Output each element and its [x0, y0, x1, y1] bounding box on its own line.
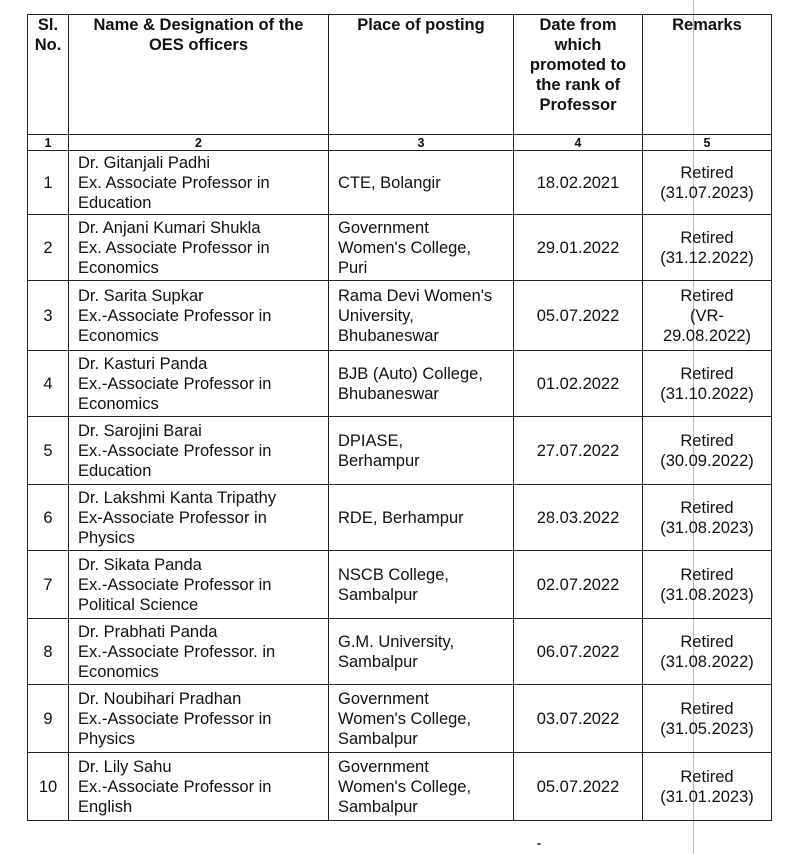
officer-row — [28, 351, 772, 417]
header-row — [28, 15, 772, 135]
place-of-posting: Government Women's College, Puri — [329, 215, 514, 281]
serial-number: 2 — [28, 215, 69, 281]
column-number: 5 — [643, 135, 772, 151]
promotion-date: 03.07.2022 — [514, 685, 643, 753]
header-name-designation: Name & Designation of the OES officers — [69, 15, 329, 135]
remarks: Retired (VR- 29.08.2022) — [643, 281, 772, 351]
officer-name-designation: Dr. Kasturi Panda Ex.-Associate Professor in Economics — [69, 351, 329, 417]
officer-row — [28, 417, 772, 485]
officer-row — [28, 551, 772, 619]
serial-number: 5 — [28, 417, 69, 485]
promotion-date: 05.07.2022 — [514, 753, 643, 821]
officer-row — [28, 619, 772, 685]
officer-name-designation: Dr. Lakshmi Kanta Tripathy Ex-Associate Professor in Physics — [69, 485, 329, 551]
serial-number: 9 — [28, 685, 69, 753]
remarks: Retired (31.10.2022) — [643, 351, 772, 417]
column-number: 2 — [69, 135, 329, 151]
promotion-date: 02.07.2022 — [514, 551, 643, 619]
officer-name-designation: Dr. Noubihari Pradhan Ex.-Associate Professor in Physics — [69, 685, 329, 753]
place-of-posting: CTE, Bolangir — [329, 151, 514, 215]
promotion-date: 06.07.2022 — [514, 619, 643, 685]
serial-number: 1 — [28, 151, 69, 215]
serial-number: 6 — [28, 485, 69, 551]
promotion-date: 28.03.2022 — [514, 485, 643, 551]
place-of-posting: RDE, Berhampur — [329, 485, 514, 551]
header-sl-no: Sl. No. — [28, 15, 69, 135]
officer-name-designation: Dr. Gitanjali Padhi Ex. Associate Professor in Education — [69, 151, 329, 215]
remarks: Retired (31.07.2023) — [643, 151, 772, 215]
remarks: Retired (31.05.2023) — [643, 685, 772, 753]
place-of-posting: BJB (Auto) College, Bhubaneswar — [329, 351, 514, 417]
stray-mark — [537, 843, 541, 845]
serial-number: 3 — [28, 281, 69, 351]
place-of-posting: NSCB College, Sambalpur — [329, 551, 514, 619]
promotion-date: 27.07.2022 — [514, 417, 643, 485]
officer-name-designation: Dr. Sarita Supkar Ex.-Associate Professor in Economics — [69, 281, 329, 351]
serial-number: 8 — [28, 619, 69, 685]
officer-row — [28, 151, 772, 215]
column-number-row — [28, 135, 772, 151]
officer-name-designation: Dr. Prabhati Panda Ex.-Associate Professor. in Economics — [69, 619, 329, 685]
header-place-of-posting: Place of posting — [329, 15, 514, 135]
place-of-posting: Rama Devi Women's University, Bhubaneswar — [329, 281, 514, 351]
officer-name-designation: Dr. Anjani Kumari Shukla Ex. Associate Professor in Economics — [69, 215, 329, 281]
header-promotion-date: Date from which promoted to the rank of Professor — [514, 15, 643, 135]
officer-row — [28, 753, 772, 821]
officer-row — [28, 485, 772, 551]
serial-number: 10 — [28, 753, 69, 821]
remarks: Retired (31.08.2022) — [643, 619, 772, 685]
place-of-posting: DPIASE, Berhampur — [329, 417, 514, 485]
column-number: 3 — [329, 135, 514, 151]
officer-row — [28, 685, 772, 753]
promotion-date: 01.02.2022 — [514, 351, 643, 417]
place-of-posting: Government Women's College, Sambalpur — [329, 753, 514, 821]
place-of-posting: G.M. University, Sambalpur — [329, 619, 514, 685]
column-number: 1 — [28, 135, 69, 151]
remarks: Retired (31.12.2022) — [643, 215, 772, 281]
remarks: Retired (31.08.2023) — [643, 551, 772, 619]
officer-name-designation: Dr. Sikata Panda Ex.-Associate Professor in Political Science — [69, 551, 329, 619]
serial-number: 4 — [28, 351, 69, 417]
officer-name-designation: Dr. Lily Sahu Ex.-Associate Professor in English — [69, 753, 329, 821]
serial-number: 7 — [28, 551, 69, 619]
officer-name-designation: Dr. Sarojini Barai Ex.-Associate Professor in Education — [69, 417, 329, 485]
header-remarks: Remarks — [643, 15, 772, 135]
officer-row — [28, 281, 772, 351]
officer-row — [28, 215, 772, 281]
remarks: Retired (30.09.2022) — [643, 417, 772, 485]
place-of-posting: Government Women's College, Sambalpur — [329, 685, 514, 753]
promotion-date: 05.07.2022 — [514, 281, 643, 351]
remarks: Retired (31.08.2023) — [643, 485, 772, 551]
officers-table — [27, 14, 772, 821]
remarks: Retired (31.01.2023) — [643, 753, 772, 821]
promotion-date: 29.01.2022 — [514, 215, 643, 281]
column-number: 4 — [514, 135, 643, 151]
promotion-date: 18.02.2021 — [514, 151, 643, 215]
